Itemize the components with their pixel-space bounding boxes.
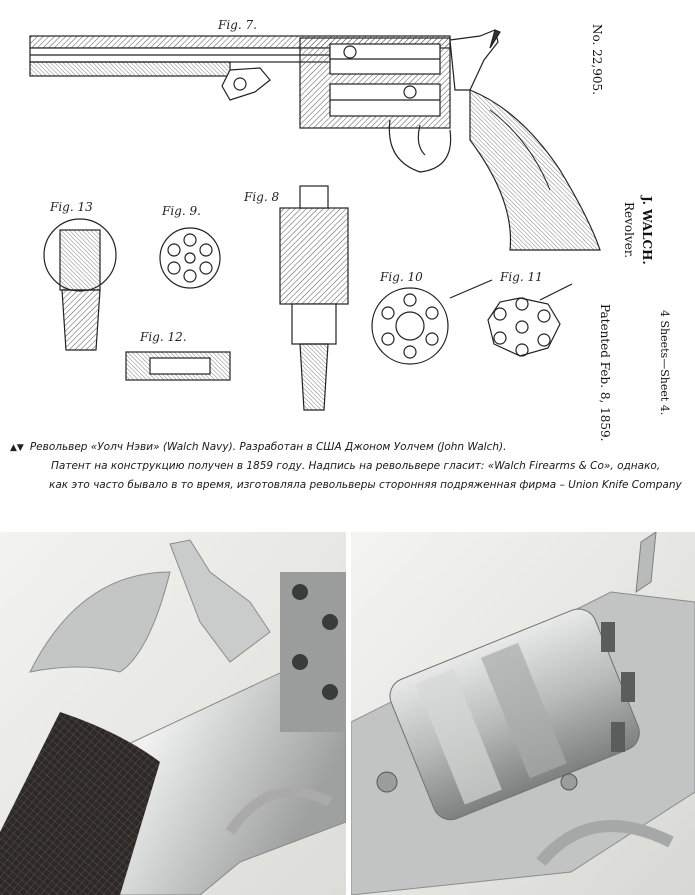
- fig11-label: Fig. 11: [500, 270, 543, 284]
- caption: [0, 438, 695, 498]
- fig11-drawing: [488, 284, 572, 356]
- fig13-label: Fig. 13: [50, 200, 93, 214]
- fig8-label: Fig. 8: [244, 190, 280, 204]
- fig10-drawing: [372, 280, 492, 364]
- fig7-label: Fig. 7.: [218, 18, 257, 32]
- fig8-drawing: [280, 186, 348, 410]
- fig9-drawing: [160, 228, 220, 288]
- fig12-label: Fig. 12.: [140, 330, 187, 344]
- caption-line-2: Патент на конструкцию получен в 1859 году. Надпись на револьвере гласит: «Walch Firearms & Co», однако,: [51, 460, 661, 472]
- grip-photo-svg: [0, 532, 346, 895]
- fig9-label: Fig. 9.: [162, 204, 201, 218]
- caption-line-1: Револьвер «Уолч Нэви» (Walch Navy). Разработан в США Джоном Уолчем (John Walch).: [29, 441, 507, 453]
- caption-marker: ▲▼: [10, 443, 24, 453]
- fig10-label: Fig. 10: [380, 270, 423, 284]
- revolver-grip-photo: [0, 532, 346, 895]
- caption-line-3: как это часто бывало в то время, изготовляла револьверы сторонняя подряженная фирма – Union Knife Company: [49, 479, 682, 491]
- revolver-cylinder-photo: [351, 532, 695, 895]
- patent-drawing: [0, 0, 695, 442]
- patent-sheets: 4 Sheets—Sheet 4.: [658, 310, 671, 416]
- patent-inventor: J. WALCH.: [640, 196, 654, 265]
- patent-number: No. 22,905.: [590, 24, 604, 95]
- cylinder-photo-svg: [351, 532, 695, 895]
- patent-date: Patented Feb. 8, 1859.: [598, 304, 612, 442]
- patent-title: Revolver.: [622, 202, 636, 259]
- fig13-drawing: [44, 219, 116, 350]
- fig12-drawing: [126, 352, 230, 380]
